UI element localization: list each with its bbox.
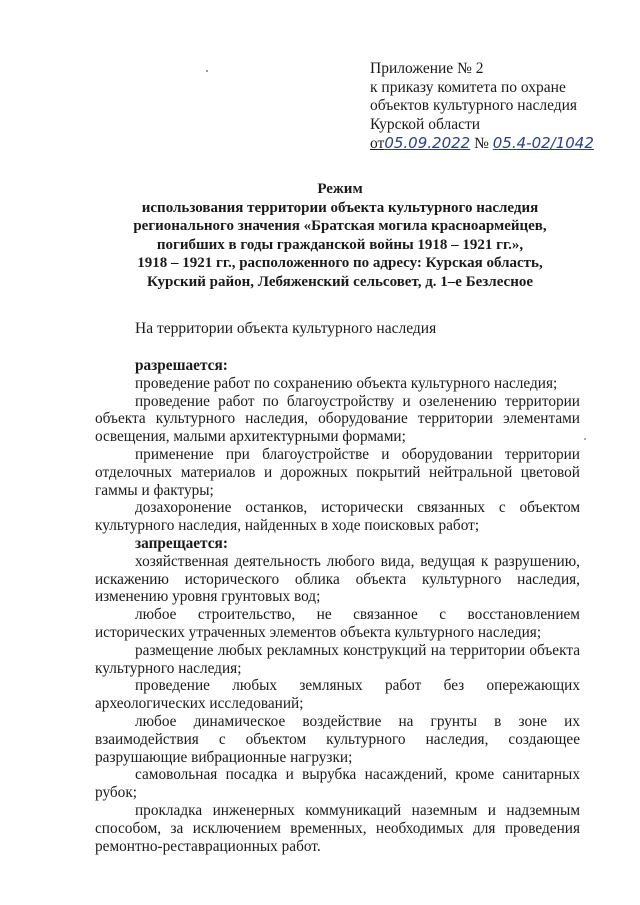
allowed-item: дозахоронение останков, исторически связанных с объектом культурного наследия, найденных в ходе поисковых работ; <box>95 499 580 535</box>
number-label: № <box>474 135 489 152</box>
appendix-committee: объектов культурного наследия <box>370 97 578 114</box>
forbidden-item: проведение любых земляных работ без опережающих археологических исследований; <box>95 677 580 713</box>
order-number: 05.4-02/1042 <box>492 134 594 152</box>
appendix-number: Приложение № 2 <box>370 60 484 77</box>
scan-speck <box>584 438 586 440</box>
forbidden-item: самовольная посадка и вырубка насаждений, кроме санитарных рубок; <box>95 766 580 802</box>
from-label: от <box>370 135 385 152</box>
title-line: регионального значения «Братская могила красноармейцев, <box>133 218 547 234</box>
appendix-header <box>370 60 594 154</box>
allowed-item: применение при благоустройстве и оборудовании территории отделочных материалов и дорожных покрытий нейтральной цветовой гаммы и фактуры; <box>95 445 580 499</box>
forbidden-item: любое строительство, не связанное с восстановлением исторических утраченных элементов объекта культурного наследия; <box>95 606 580 641</box>
appendix-region: Курской области <box>370 115 481 133</box>
forbidden-item: любое динамическое воздействие на грунты в зоне их взаимодействия с объектом культурного наследия, создающее разрушающие вибрационные нагрузки; <box>95 712 580 766</box>
document-title <box>100 180 580 291</box>
scan-speck <box>206 70 208 72</box>
title-line: использования территории объекта культурного наследия <box>141 199 539 216</box>
appendix-date-line <box>370 134 594 154</box>
title-line: Режим <box>317 181 363 197</box>
title-line: Курский район, Лебяженский сельсовет, д. 1–е Безлесное <box>146 273 534 290</box>
order-date: 05.09.2022 <box>384 134 471 152</box>
forbidden-item: размещение любых рекламных конструкций на территории объекта культурного наследия; <box>95 641 580 677</box>
forbidden-heading: запрещается: <box>135 534 228 552</box>
allowed-item: проведение работ по благоустройству и озеленению территории объекта культурного наследия, оборудование территории элементами освещения, малыми архитектурными формами; <box>95 392 580 446</box>
intro-text: На территории объекта культурного наследия <box>135 320 437 337</box>
title-line: погибших в годы гражданской войны 1918 – 1921 гг.», <box>156 236 524 253</box>
allowed-item: проведение работ по сохранению объекта культурного наследия; <box>135 374 558 392</box>
regime-body <box>95 357 580 855</box>
appendix-order-ref: к приказу комитета по охране <box>370 78 566 96</box>
forbidden-item: хозяйственная деятельность любого вида, ведущая к разрушению, искажению исторического облика объекта культурного наследия, изменению уровня грунтовых вод; <box>95 552 580 606</box>
forbidden-item: прокладка инженерных коммуникаций наземным и надземным способом, за исключением временных, необходимых для проведения ремонтно-реставрационных работ. <box>95 801 580 855</box>
allowed-heading: разрешается: <box>135 357 228 374</box>
title-line: 1918 – 1921 гг., расположенного по адресу: Курская область, <box>137 255 543 271</box>
